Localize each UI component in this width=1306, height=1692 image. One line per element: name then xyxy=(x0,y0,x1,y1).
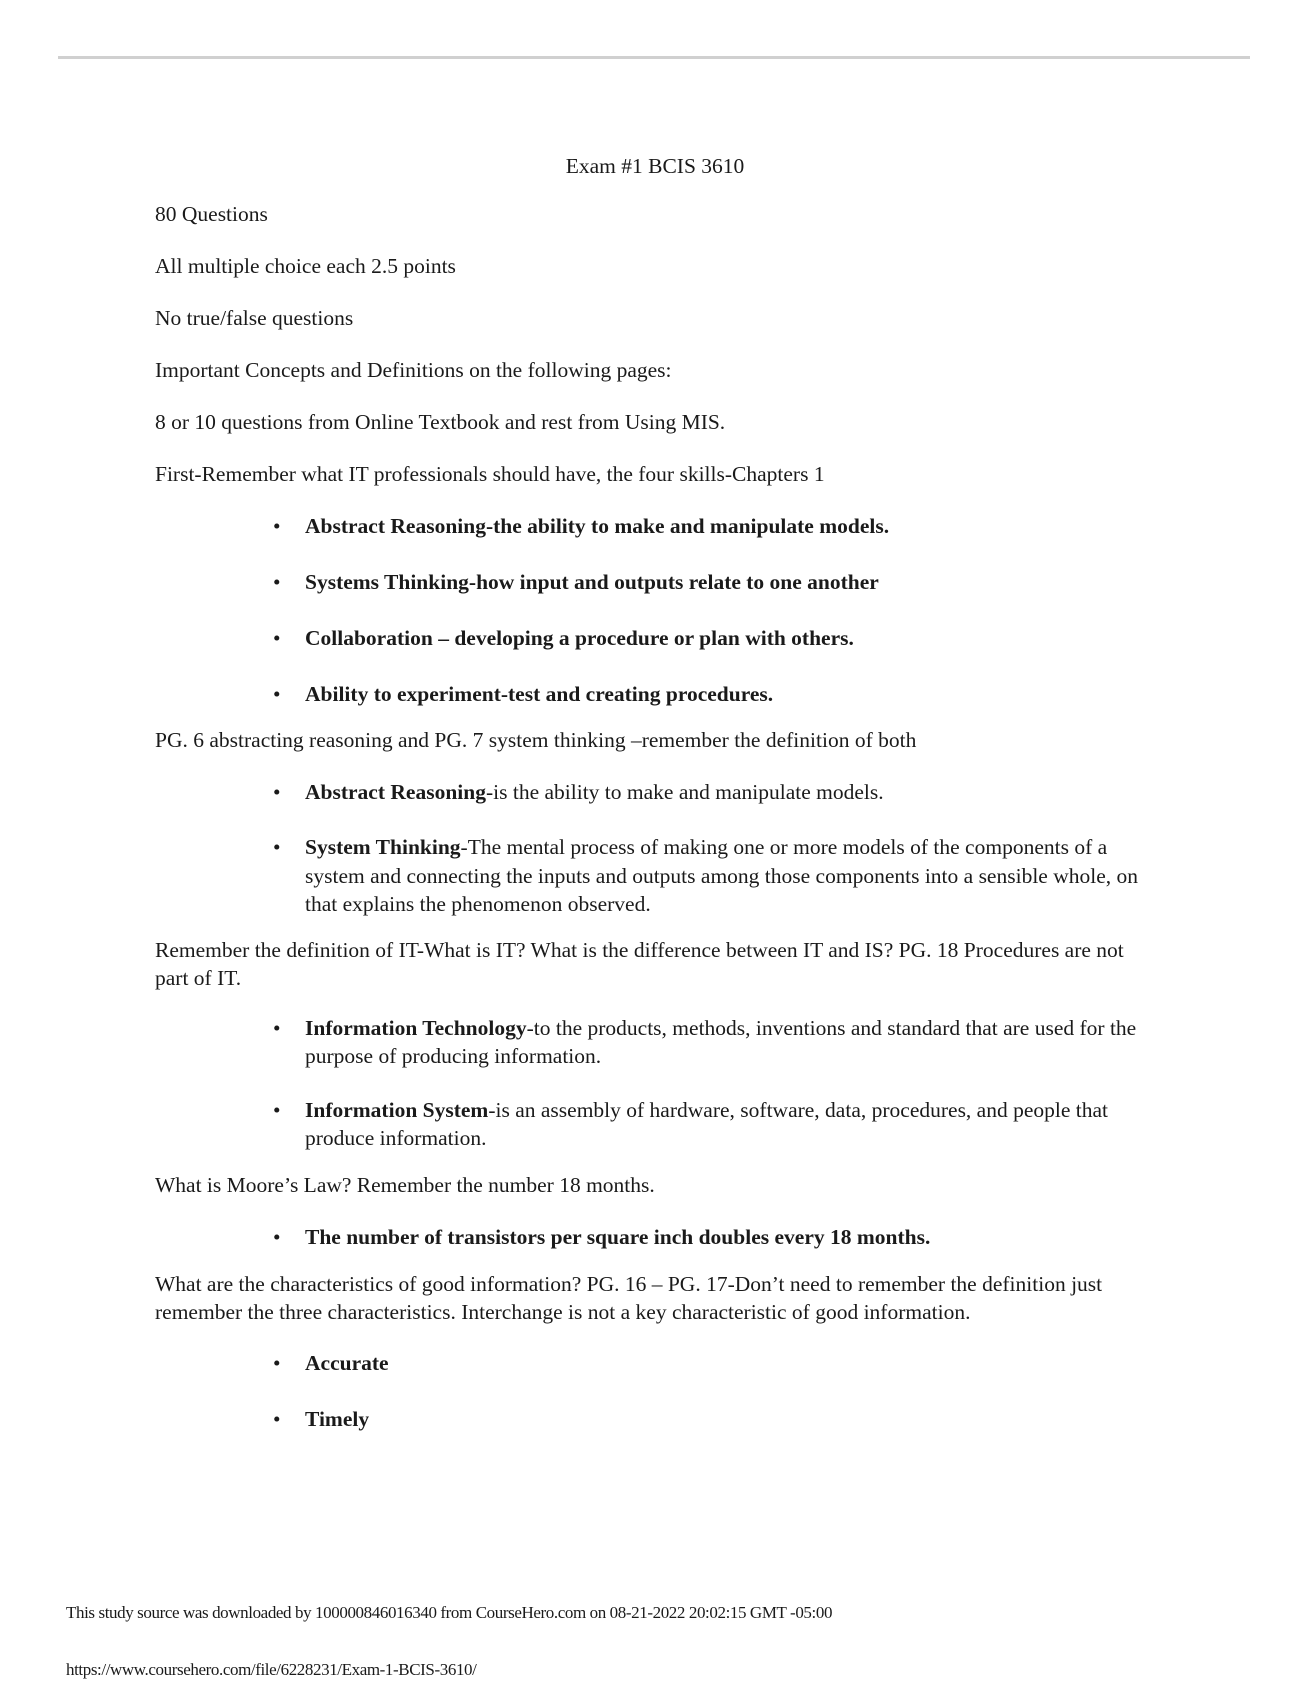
bullet-icon: • xyxy=(273,780,281,804)
definition-text: -to the products, methods, inventions and standard that are used for the purpose of producing information. xyxy=(305,1015,1137,1068)
page-title: Exam #1 BCIS 3610 xyxy=(565,154,745,178)
it-note: Remember the definition of IT-What is IT? What is the difference between IT and IS? PG. 18 Procedures are not part of IT. xyxy=(155,937,1124,990)
definitions-list-2 xyxy=(155,1014,1155,1153)
list-item xyxy=(155,679,1155,710)
definition-term: System Thinking xyxy=(305,835,461,859)
characteristic-text: Accurate xyxy=(305,1350,389,1375)
list-item xyxy=(155,1014,1155,1071)
bullet-icon: • xyxy=(273,514,281,538)
definition-term: Abstract Reasoning xyxy=(305,780,486,804)
list-item xyxy=(155,1404,1155,1435)
list-item xyxy=(155,623,1155,654)
definition-text: -is an assembly of hardware, software, data, procedures, and people that produce information. xyxy=(305,1097,1109,1150)
moore-list xyxy=(155,1222,1155,1253)
moore-note: What is Moore’s Law? Remember the number 18 months. xyxy=(155,1172,655,1197)
list-item xyxy=(155,777,1155,808)
list-item xyxy=(155,567,1155,598)
characteristics-list xyxy=(155,1348,1155,1435)
list-item xyxy=(155,1348,1155,1379)
top-divider xyxy=(58,56,1250,59)
intro-line: 8 or 10 questions from Online Textbook and rest from Using MIS. xyxy=(155,410,726,434)
bullet-icon: • xyxy=(273,1015,281,1040)
download-source-line: This study source was downloaded by 100000846016340 from CourseHero.com on 08-21-2022 20:02:15 GMT -05:00 xyxy=(66,1603,833,1622)
moore-answer: The number of transistors per square inch doubles every 18 months. xyxy=(305,1224,931,1249)
intro-line: 80 Questions xyxy=(155,202,268,226)
list-item xyxy=(155,511,1155,542)
intro-line: First-Remember what IT professionals should have, the four skills-Chapters 1 xyxy=(155,462,825,486)
intro-line: All multiple choice each 2.5 points xyxy=(155,254,456,278)
characteristic-text: Timely xyxy=(305,1406,370,1431)
skills-list xyxy=(155,511,1155,710)
bullet-icon: • xyxy=(273,682,281,706)
skill-text: Systems Thinking-how input and outputs relate to one another xyxy=(305,570,879,594)
bullet-icon: • xyxy=(273,1224,281,1249)
list-item xyxy=(155,1222,1155,1253)
definition-text: -is the ability to make and manipulate models. xyxy=(485,780,884,804)
intro-line: No true/false questions xyxy=(155,306,354,330)
bullet-icon: • xyxy=(273,1406,281,1431)
bullet-icon: • xyxy=(273,570,281,594)
document-body xyxy=(155,151,1155,1460)
definition-term: Information System xyxy=(305,1097,489,1122)
info-note: What are the characteristics of good information? PG. 16 – PG. 17-Don’t need to remember the definition just remember the three characteristics. Interchange is not a key characteristic of good information. xyxy=(155,1271,1103,1324)
source-url[interactable]: https://www.coursehero.com/file/6228231/Exam-1-BCIS-3610/ xyxy=(66,1660,477,1679)
bullet-icon: • xyxy=(273,626,281,650)
list-item xyxy=(155,833,1155,919)
skill-text: Ability to experiment-test and creating procedures. xyxy=(305,682,774,706)
definition-term: Information Technology xyxy=(305,1015,527,1040)
skill-text: Abstract Reasoning-the ability to make and manipulate models. xyxy=(305,514,890,538)
bullet-icon: • xyxy=(273,835,281,859)
definitions-list-1 xyxy=(155,777,1155,919)
intro-line: Important Concepts and Definitions on the following pages: xyxy=(155,358,672,382)
definition-text: -The mental process of making one or more models of the components of a system and connecting the inputs and outputs among those components into a sensible whole, on that explains the phenomenon observed. xyxy=(305,835,1138,916)
pg-note: PG. 6 abstracting reasoning and PG. 7 system thinking –remember the definition of both xyxy=(155,728,917,752)
bullet-icon: • xyxy=(273,1097,281,1122)
list-item xyxy=(155,1096,1155,1153)
bullet-icon: • xyxy=(273,1350,281,1375)
skill-text: Collaboration – developing a procedure or plan with others. xyxy=(305,626,854,650)
